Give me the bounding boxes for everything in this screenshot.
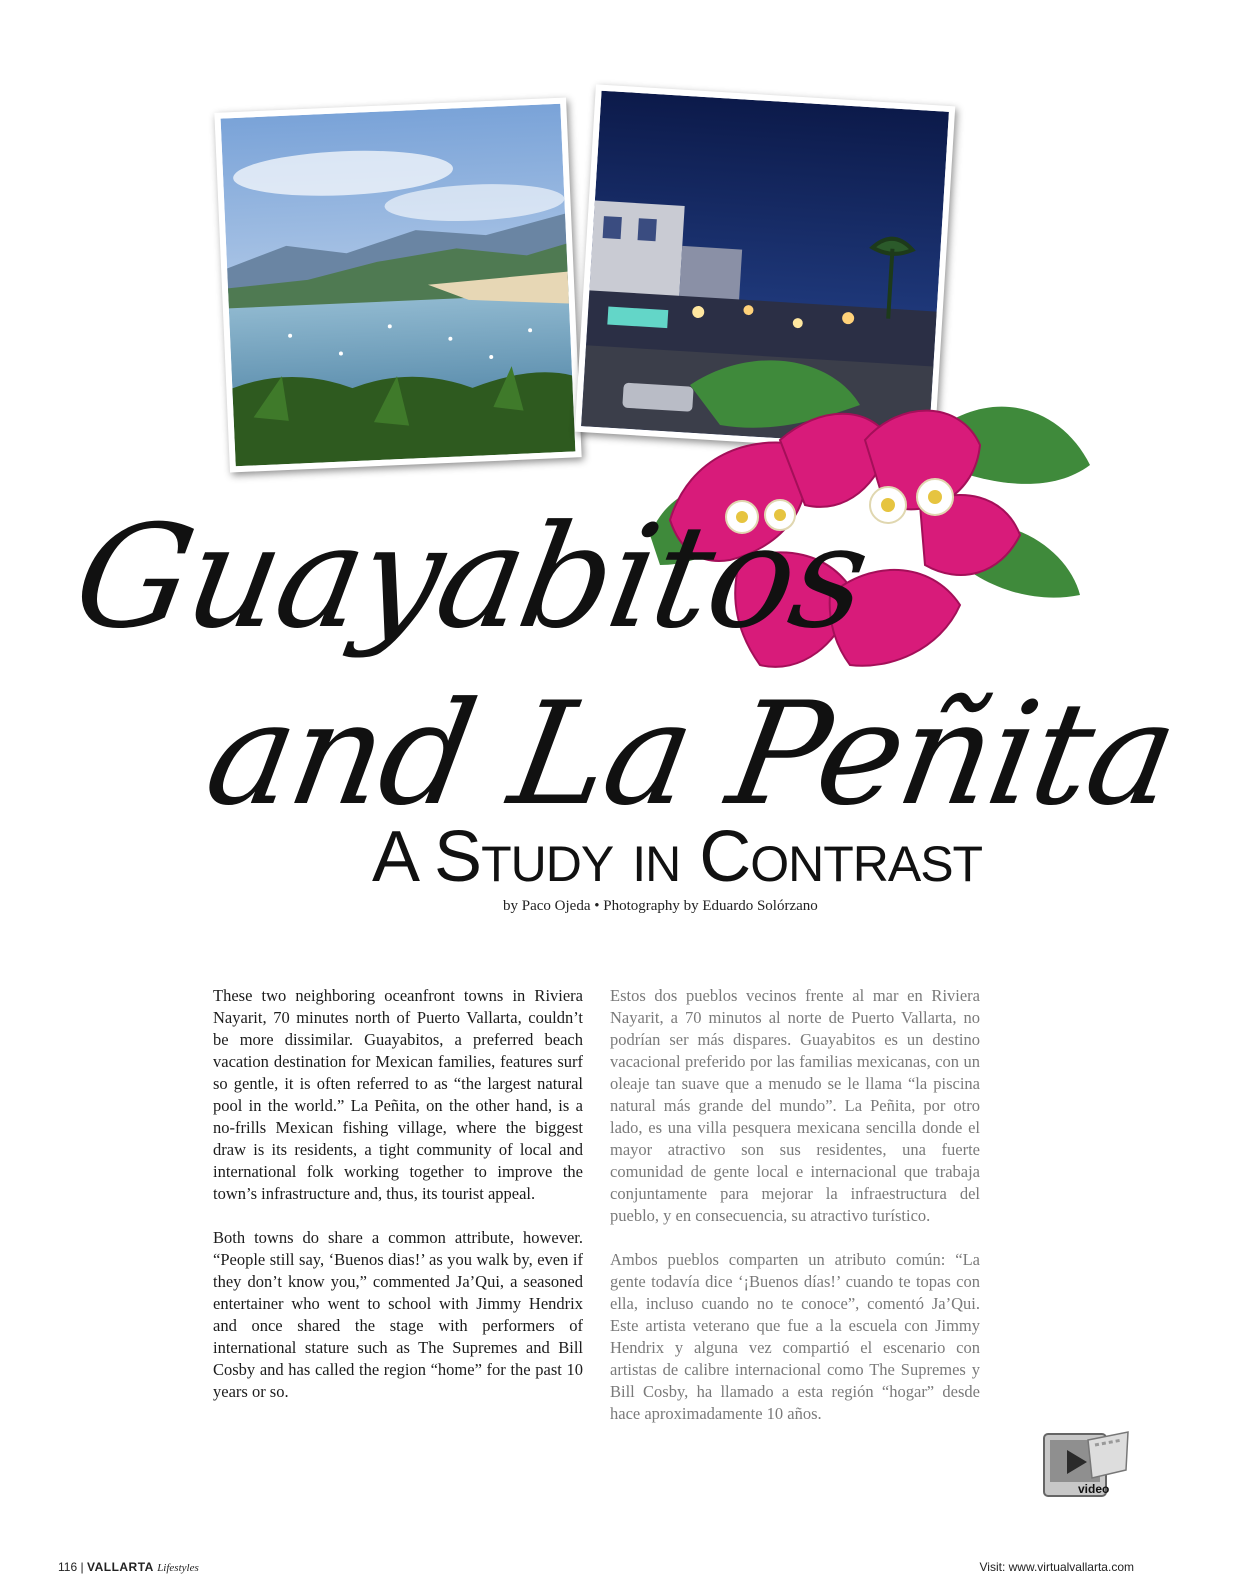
- subtitle: A Study in Contrast: [372, 817, 983, 897]
- footer-visit-link[interactable]: Visit: www.virtualvallarta.com: [979, 1560, 1134, 1574]
- magazine-brand: VALLARTA: [86, 1560, 154, 1574]
- footer-separator: |: [80, 1560, 84, 1574]
- english-paragraph-1: These two neighboring oceanfront towns in Riviera Nayarit, 70 minutes north of Puerto Vallarta, couldn’t be more dissimilar. Guayabitos, a preferred beach vacation destination for Mexican families, features surf so gentle, it is often referred to as “the largest natural pool in the world.” La Peñita, on the other hand, is a no-frills Mexican fishing village, where the biggest draw is its residents, a tight community of local and international folk working together to improve the town’s infrastructure and, thus, its tourist appeal.: [213, 986, 583, 1203]
- spanish-paragraph-1: Estos dos pueblos vecinos frente al mar en Riviera Nayarit, a 70 minutos al norte de Puerto Vallarta, no podrían ser más dispares. Guayabitos es un destino vacacional preferido por las familias mexicanas, con un oleaje tan suave que a menudo se le llama “la piscina natural más grande del mundo”. La Peñita, por otro lado, es una villa pesquera mexicana sencilla donde el mayor atractivo son sus residentes, una fuerte comunidad de gente local e internacional que trabaja conjuntamente para mejorar la infraestructura del pueblo, y en consecuencia, su atractivo turístico.: [610, 986, 980, 1225]
- footer-left: [58, 1560, 199, 1574]
- spanish-paragraph-2: Ambos pueblos comparten un atributo común: “La gente todavía dice ‘¡Buenos días!’ cuando te topas con ella, incluso cuando no te conoce”, comentó Ja’Qui. Este artista veterano que fue a la escuela con Jimmy Hendrix y alguna vez compartió el escenario con artistas de calibre internacional como The Supremes y Bill Cosby, ha llamado a esta región “hogar” desde hace aproximadamente 10 años.: [610, 1250, 980, 1423]
- page-number: 116: [58, 1560, 78, 1574]
- title-line-2: and La Peñita: [195, 672, 1187, 837]
- title-line-1: Guayabitos: [63, 495, 879, 660]
- video-badge[interactable]: [1040, 1430, 1132, 1510]
- spanish-column: [610, 985, 980, 1447]
- video-badge-label: video: [1078, 1482, 1110, 1496]
- beach-photo: [214, 97, 581, 472]
- english-column: [213, 985, 583, 1425]
- magazine-brand-sub: Lifestyles: [157, 1562, 199, 1574]
- english-paragraph-2: Both towns do share a common attribute, however. “People still say, ‘Buenos dias!’ as you walk by, even if they don’t know you,” commented Ja’Qui, a seasoned entertainer who went to school with Jimmy Hendrix and once shared the stage with performers of international stature such as The Supremes and Bill Cosby and has called the region “home” for the past 10 years or so.: [213, 1228, 583, 1401]
- byline: by Paco Ojeda • Photography by Eduardo Solórzano: [503, 898, 818, 914]
- beach-landscape-image: [221, 104, 576, 466]
